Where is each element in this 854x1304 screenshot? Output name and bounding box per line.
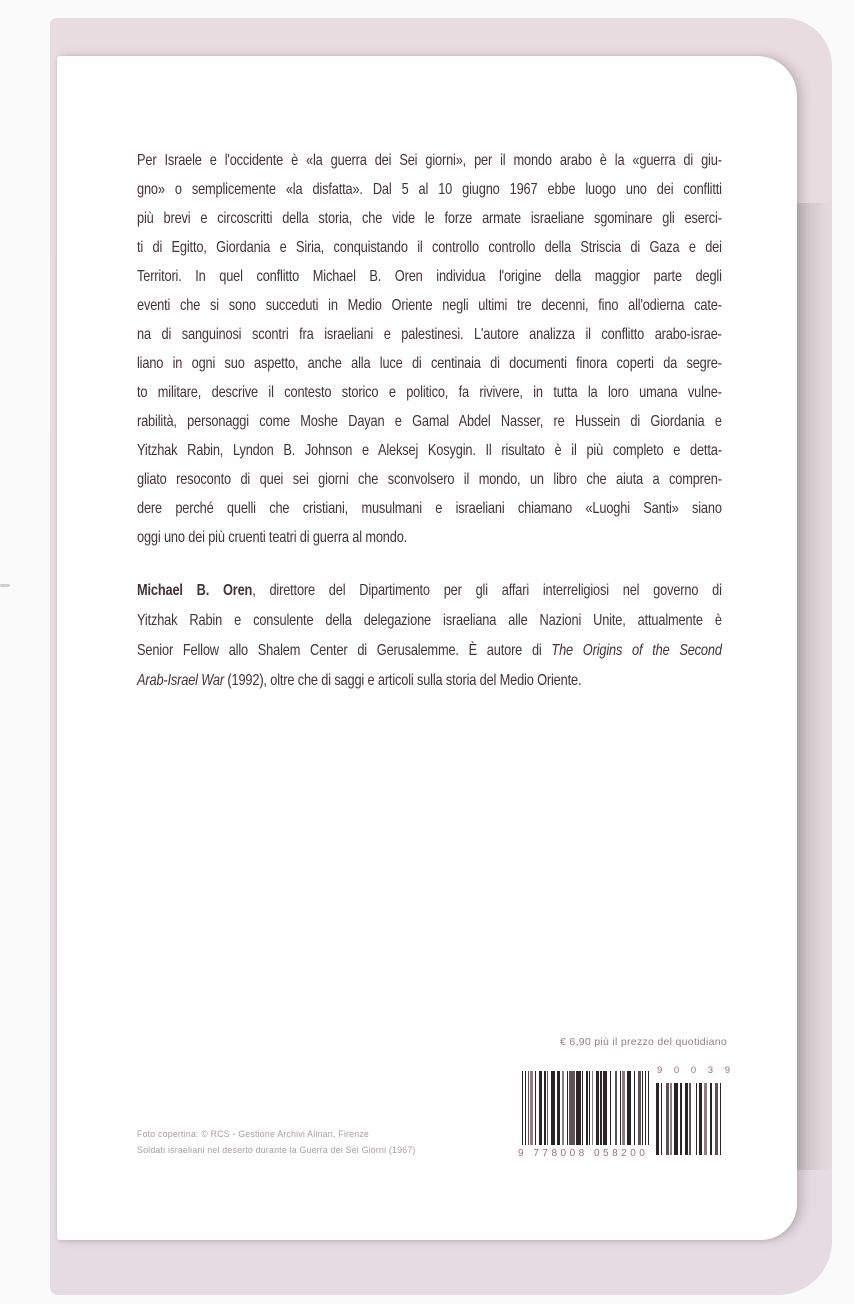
author-bio-line: Arab-Israel War (1992), oltre che di saggi e articoli sulla storia del Medio Oriente. bbox=[137, 672, 582, 689]
back-cover-paragraph bbox=[137, 146, 722, 552]
paragraph-line: rabilità, personaggi come Moshe Dayan e Gamal Abdel Nasser, re Hussein di Giordania e bbox=[137, 413, 722, 430]
page-edge-shadow bbox=[797, 203, 832, 1170]
scan-artifact-dash bbox=[0, 584, 10, 587]
paragraph-line: più brevi e circoscritti della storia, che vide le forze armate israeliane sgominare gli eserci- bbox=[137, 210, 722, 227]
photo-credit-line1: Foto copertina: © RCS - Gestione Archivi Alinari, Firenze bbox=[137, 1129, 370, 1139]
photo-credit-line2: Soldati israeliani nel deserto durante la Guerra dei Sei Giorni (1967) bbox=[137, 1145, 416, 1155]
paragraph-line: ti di Egitto, Giordania e Siria, conquistando il controllo controllo della Striscia di Gaza e dei bbox=[137, 239, 722, 256]
paragraph-line: dere perché quelli che cristiani, musulmani e israeliani chiamano «Luoghi Santi» siano bbox=[137, 500, 722, 517]
paragraph-line: oggi uno dei più cruenti teatri di guerra al mondo. bbox=[137, 529, 408, 546]
price-note: € 6,90 più il prezzo del quotidiano bbox=[560, 1036, 727, 1048]
author-bio-line: Yitzhak Rabin e consulente della delegazione israeliana alle Nazioni Unite, attualmente è bbox=[137, 612, 722, 629]
barcode-addon-bars bbox=[656, 1083, 723, 1155]
paragraph-line: liano in ogni suo aspetto, anche alla luce di centinaia di documenti finora coperti da segre- bbox=[137, 355, 722, 372]
photo-credit bbox=[137, 1126, 416, 1158]
book-back-cover bbox=[57, 56, 797, 1240]
book-cover-edge bbox=[50, 18, 832, 1295]
barcode-addon-digits: 9 0 0 3 9 bbox=[657, 1065, 735, 1076]
paragraph-line: Per Israele e l'occidente è «la guerra dei Sei giorni», per il mondo arabo è la «guerra di giu- bbox=[137, 152, 722, 169]
author-bio bbox=[137, 576, 722, 696]
barcode-main-bars bbox=[522, 1071, 649, 1145]
author-bio-line: Michael B. Oren, direttore del Dipartimento per gli affari interreligiosi nel governo di bbox=[137, 582, 722, 599]
paragraph-line: gno» o semplicemente «la disfatta». Dal 5 al 10 giugno 1967 ebbe luogo uno dei conflitti bbox=[137, 181, 722, 198]
barcode bbox=[518, 1063, 758, 1168]
barcode-main-digits: 9 778008 058200 bbox=[518, 1148, 649, 1159]
paragraph-line: Territori. In quel conflitto Michael B. Oren individua l'origine della maggior parte degli bbox=[137, 268, 722, 285]
paragraph-line: gliato resoconto di quei sei giorni che sconvolsero il mondo, un libro che aiuta a compren- bbox=[137, 471, 722, 488]
paragraph-line: to militare, descrive il contesto storico e politico, fa rivivere, in tutta la loro umana vulne- bbox=[137, 384, 722, 401]
paragraph-line: Yitzhak Rabin, Lyndon B. Johnson e Aleksej Kosygin. Il risultato è il più completo e detta- bbox=[137, 442, 722, 459]
paragraph-line: eventi che si sono succeduti in Medio Oriente negli ultimi tre decenni, fino all'odierna cate- bbox=[137, 297, 722, 314]
paragraph-line: na di sanguinosi scontri fra israeliani e palestinesi. L'autore analizza il conflitto arabo-israe- bbox=[137, 326, 722, 343]
author-bio-line: Senior Fellow allo Shalem Center di Gerusalemme. È autore di The Origins of the Second bbox=[137, 642, 722, 659]
